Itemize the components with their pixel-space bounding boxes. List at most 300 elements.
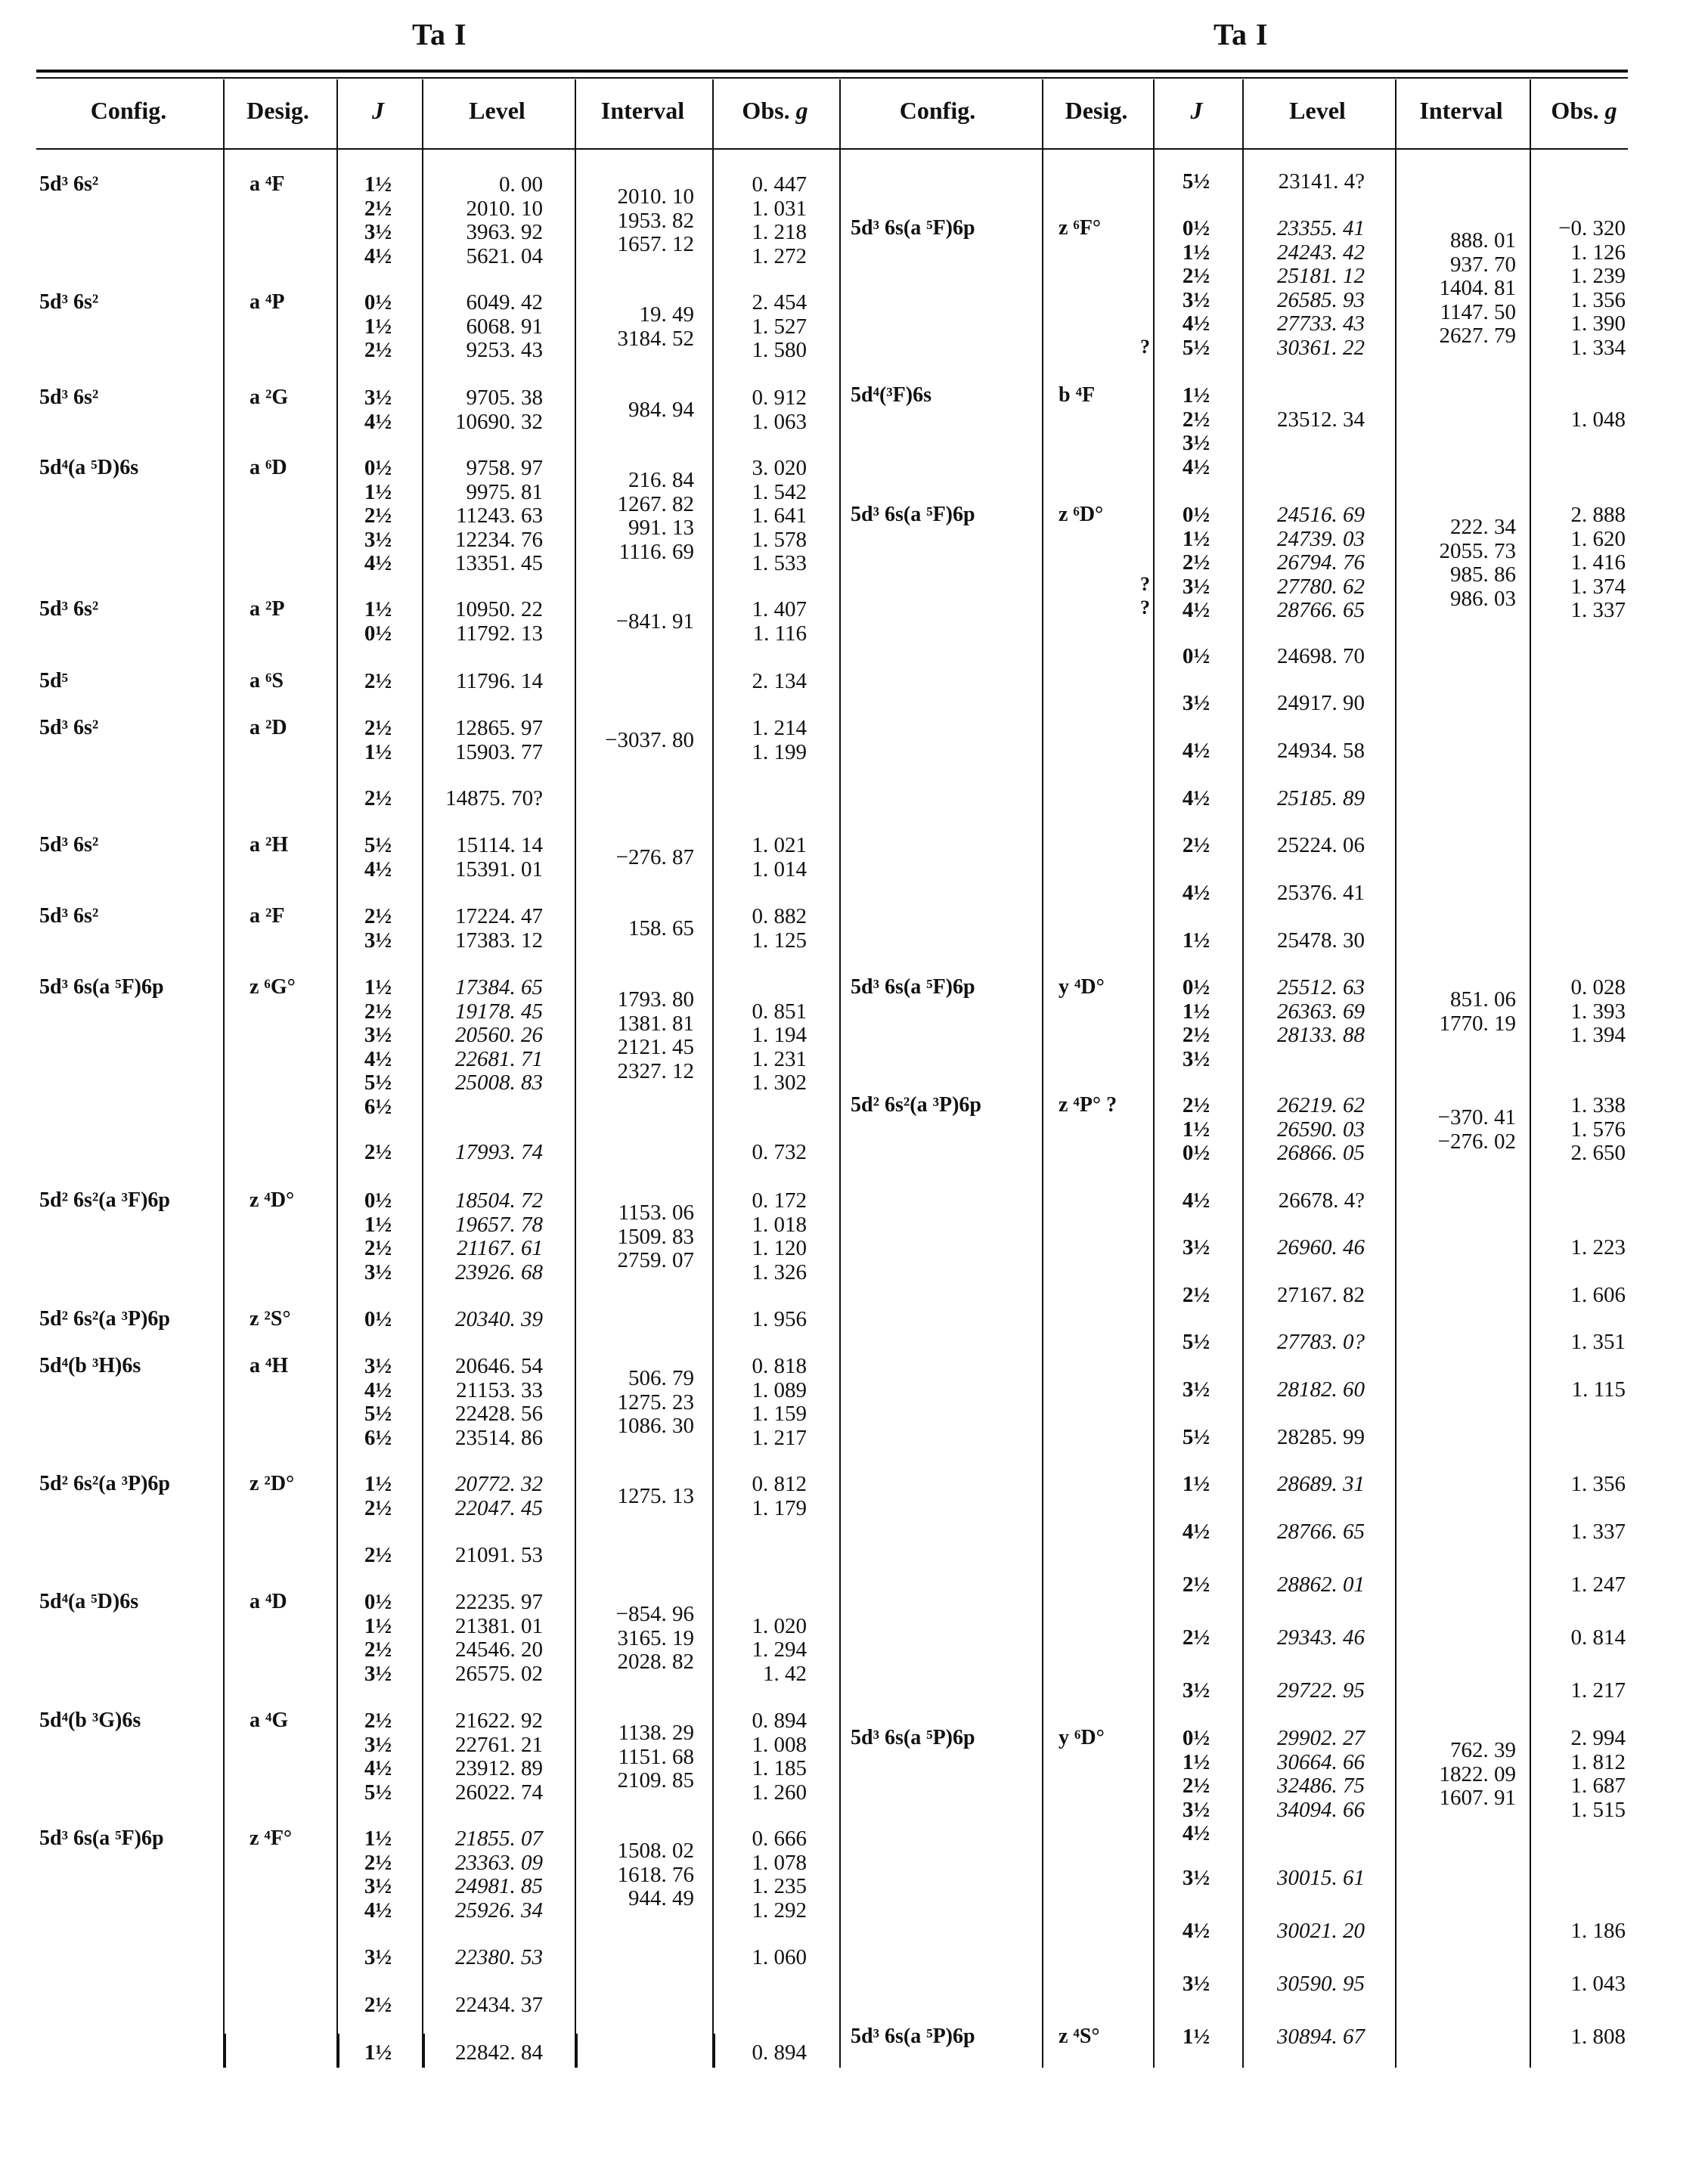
j-value: 2½ [364, 1709, 392, 1733]
right-table-title: Ta I [1214, 17, 1269, 51]
j-value: 1½ [1182, 383, 1210, 407]
interval-value: 1381. 81 [617, 1011, 694, 1036]
config-cell: 5d³ 6s² [39, 597, 99, 621]
obs-g-value: 1. 351 [1570, 1330, 1626, 1354]
level-value: 22842. 84 [455, 2040, 543, 2065]
j-value: 4½ [1182, 1520, 1210, 1544]
level-value: 24981. 85 [455, 1874, 543, 1898]
j-value: 0½ [364, 1307, 392, 1331]
obs-g-value: 0. 894 [752, 2040, 807, 2065]
obs-g-value: 1. 606 [1570, 1283, 1626, 1307]
level-value: 3963. 92 [466, 220, 543, 244]
config-cell: 5d³ 6s(a ⁵P)6p [851, 2025, 975, 2048]
j-value: 6½ [364, 1094, 392, 1119]
obs-g-value: 2. 888 [1570, 503, 1626, 527]
interval-value: −841. 91 [615, 609, 694, 634]
j-value: 2½ [364, 1543, 392, 1567]
obs-g-value: 1. 292 [752, 1898, 807, 1923]
level-value: 23926. 68 [455, 1260, 543, 1284]
obs-g-value: 1. 394 [1570, 1023, 1626, 1047]
interval-value: 1138. 29 [618, 1721, 694, 1745]
j-value: 1½ [364, 739, 392, 764]
interval-value: 851. 06 [1450, 987, 1516, 1012]
level-value: 6049. 42 [466, 290, 543, 314]
j-value: 0½ [1182, 644, 1210, 668]
obs-g-value: 1. 515 [1570, 1797, 1626, 1822]
config-cell: 5d³ 6s(a ⁵F)6p [851, 975, 975, 999]
interval-value: −276. 02 [1437, 1129, 1516, 1154]
level-value: 23141. 4? [1278, 169, 1365, 194]
obs-g-value: 1. 337 [1570, 1520, 1626, 1544]
level-value: 25185. 89 [1277, 786, 1365, 810]
level-value: 26866. 05 [1277, 1141, 1365, 1165]
column-divider [338, 2034, 339, 2068]
interval-value: 216. 84 [628, 468, 694, 492]
j-value: 1½ [1182, 240, 1210, 265]
j-value: 2½ [364, 338, 392, 362]
interval-value: −3037. 80 [605, 728, 694, 752]
obs-g-value: 1. 018 [752, 1212, 807, 1237]
j-value: 2½ [364, 1993, 392, 2017]
j-value: 2½ [1182, 550, 1210, 575]
designation-cell: a ²D [250, 716, 287, 739]
j-value: 0½ [364, 1188, 392, 1213]
level-value: 13351. 45 [455, 551, 543, 575]
level-value: 28689. 31 [1277, 1472, 1365, 1496]
config-cell: 5d⁴(b ³H)6s [39, 1354, 141, 1377]
obs-g-value: 1. 159 [752, 1402, 807, 1426]
obs-g-value: 0. 851 [752, 999, 807, 1024]
interval-value: 2055. 73 [1439, 538, 1516, 563]
level-value: 26585. 93 [1277, 287, 1365, 312]
designation-cell: z ⁶F° [1059, 216, 1102, 240]
interval-value: 2327. 12 [617, 1058, 694, 1083]
interval-value: 1116. 69 [618, 539, 694, 564]
j-value: 0½ [364, 290, 392, 314]
level-value: 17384. 65 [455, 975, 543, 999]
obs-g-value: 1. 185 [752, 1756, 807, 1780]
uncertain-mark: ? [1140, 336, 1150, 358]
obs-g-value: 1. 407 [752, 597, 807, 621]
column-divider [223, 79, 225, 2068]
level-value: 25376. 41 [1277, 881, 1365, 905]
level-value: 17224. 47 [455, 904, 543, 928]
designation-cell: z ⁴S° [1059, 2025, 1100, 2048]
interval-value: 1151. 68 [618, 1744, 694, 1769]
level-value: 22235. 97 [455, 1590, 543, 1614]
level-value: 10950. 22 [455, 597, 543, 621]
j-value: 2½ [364, 1850, 392, 1875]
j-value: 2½ [1182, 1283, 1210, 1307]
obs-g-value: 1. 390 [1570, 311, 1626, 336]
obs-g-value: 1. 179 [752, 1495, 807, 1520]
interval-value: 1618. 76 [617, 1862, 694, 1887]
obs-g-value: 1. 374 [1570, 574, 1626, 599]
j-value: 2½ [1182, 1774, 1210, 1798]
j-value: 4½ [364, 409, 392, 434]
obs-g-value: 2. 454 [752, 290, 807, 314]
obs-g-value: 1. 576 [1570, 1117, 1626, 1142]
interval-value: 2109. 85 [617, 1768, 694, 1792]
interval-value: 985. 86 [1450, 562, 1516, 587]
level-value: 26678. 4? [1278, 1188, 1365, 1213]
obs-g-value: 1. 231 [752, 1046, 807, 1071]
level-value: 14875. 70? [445, 786, 543, 810]
config-cell: 5d³ 6s(a ⁵F)6p [851, 503, 975, 526]
designation-cell: a ²H [250, 833, 289, 857]
level-value: 9705. 38 [466, 386, 543, 410]
j-value: 4½ [1182, 454, 1210, 479]
obs-g-value: 1. 812 [1570, 1749, 1626, 1774]
config-cell: 5d⁵ [39, 669, 68, 692]
interval-value: 1953. 82 [617, 208, 694, 233]
level-value: 24546. 20 [455, 1638, 543, 1662]
config-cell: 5d³ 6s² [39, 386, 99, 409]
obs-g-value: 1. 078 [752, 1850, 807, 1875]
j-value: 0½ [364, 621, 392, 646]
j-value: 3½ [1182, 1235, 1210, 1260]
interval-value: 986. 03 [1450, 586, 1516, 611]
j-value: 2½ [364, 904, 392, 928]
interval-value: 1153. 06 [618, 1201, 694, 1225]
level-value: 19178. 45 [455, 999, 543, 1024]
level-value: 30015. 61 [1277, 1866, 1365, 1890]
obs-g-value: 1. 247 [1570, 1572, 1626, 1597]
j-value: 4½ [364, 1756, 392, 1780]
level-value: 23355. 41 [1277, 216, 1365, 240]
designation-cell: z ⁴D° [250, 1188, 295, 1212]
j-value: 1½ [1182, 1472, 1210, 1496]
interval-value: 222. 34 [1450, 515, 1516, 539]
config-cell: 5d² 6s²(a ³F)6p [39, 1188, 170, 1212]
j-value: 3½ [364, 1260, 392, 1284]
level-value: 11796. 14 [456, 669, 543, 693]
j-value: 2½ [364, 716, 392, 740]
level-value: 32486. 75 [1277, 1774, 1365, 1798]
j-value: 3½ [1182, 574, 1210, 599]
config-cell: 5d³ 6s² [39, 172, 99, 196]
j-value: 1½ [364, 1472, 392, 1496]
left-header-config: Config. [90, 97, 167, 124]
interval-value: 1793. 80 [617, 987, 694, 1012]
j-value: 2½ [364, 1140, 392, 1164]
obs-g-value: 1. 416 [1570, 550, 1626, 575]
level-value: 0. 00 [499, 172, 543, 197]
obs-g-value: 1. 620 [1570, 526, 1626, 551]
level-value: 9975. 81 [466, 479, 543, 504]
obs-g-value: 1. 115 [1571, 1377, 1626, 1402]
level-value: 26363. 69 [1277, 999, 1365, 1024]
level-value: 25926. 34 [455, 1898, 543, 1923]
level-value: 2010. 10 [466, 196, 543, 221]
interval-value: −276. 87 [615, 845, 694, 869]
obs-g-value: −0. 320 [1558, 216, 1626, 240]
level-value: 20646. 54 [455, 1354, 543, 1378]
interval-value: 2759. 07 [617, 1248, 694, 1272]
level-value: 26219. 62 [1277, 1093, 1365, 1117]
j-value: 3½ [1182, 1678, 1210, 1703]
column-divider [1153, 79, 1155, 2068]
interval-value: 2010. 10 [617, 184, 694, 209]
obs-g-value: 1. 008 [752, 1732, 807, 1757]
j-value: 2½ [1182, 1572, 1210, 1597]
obs-g-value: 1. 393 [1570, 999, 1626, 1024]
level-value: 11792. 13 [456, 621, 543, 646]
j-value: 3½ [364, 527, 392, 552]
j-value: 1½ [364, 597, 392, 621]
obs-g-value: 1. 116 [752, 621, 807, 646]
interval-value: 1086. 30 [617, 1414, 694, 1438]
interval-value: 1508. 02 [617, 1839, 694, 1863]
designation-cell: a ⁴H [250, 1354, 289, 1377]
obs-g-value: 0. 172 [752, 1188, 807, 1213]
left-table-title: Ta I [412, 17, 467, 51]
j-value: 0½ [1182, 216, 1210, 240]
j-value: 5½ [364, 1071, 392, 1095]
j-value: 0½ [364, 1590, 392, 1614]
level-value: 26022. 74 [455, 1780, 543, 1805]
level-value: 30894. 67 [1277, 2025, 1365, 2049]
obs-g-value: 1. 218 [752, 220, 807, 244]
obs-g-value: 0. 814 [1570, 1625, 1626, 1650]
config-cell: 5d³ 6s(a ⁵F)6p [39, 1827, 164, 1850]
interval-value: 158. 65 [628, 916, 694, 940]
j-value: 2½ [1182, 407, 1210, 432]
obs-g-value: 1. 578 [752, 527, 807, 552]
level-value: 21622. 92 [455, 1709, 543, 1733]
level-value: 26590. 03 [1277, 1117, 1365, 1142]
obs-g-value: 1. 527 [752, 314, 807, 339]
obs-g-value: 1. 125 [752, 928, 807, 953]
obs-g-value: 1. 956 [752, 1307, 807, 1331]
level-value: 28766. 65 [1277, 1520, 1365, 1544]
level-value: 28133. 88 [1277, 1023, 1365, 1047]
j-value: 5½ [364, 1402, 392, 1426]
level-value: 27733. 43 [1277, 311, 1365, 336]
obs-g-value: 1. 089 [752, 1377, 807, 1402]
obs-g-value: 1. 194 [752, 1023, 807, 1047]
level-value: 21855. 07 [455, 1827, 543, 1851]
obs-g-value: 1. 337 [1570, 598, 1626, 622]
j-value: 3½ [364, 220, 392, 244]
obs-g-value: 1. 302 [752, 1071, 807, 1095]
level-value: 26794. 76 [1277, 550, 1365, 575]
header-rule [36, 148, 1628, 150]
designation-cell: z ²D° [250, 1472, 295, 1495]
obs-g-value: 1. 42 [763, 1661, 807, 1686]
j-value: 1½ [1182, 928, 1210, 953]
j-value: 3½ [364, 1732, 392, 1757]
level-value: 10690. 32 [455, 409, 543, 434]
obs-g-value: 1. 272 [752, 243, 807, 268]
interval-value: 1267. 82 [617, 491, 694, 516]
column-divider [839, 79, 841, 2068]
level-value: 6068. 91 [466, 314, 543, 339]
j-value: 1½ [364, 314, 392, 339]
obs-g-value: 1. 223 [1570, 1235, 1626, 1260]
level-value: 30361. 22 [1277, 335, 1365, 360]
j-value: 2½ [364, 1236, 392, 1260]
right-header-interval: Interval [1419, 97, 1503, 124]
level-value: 28285. 99 [1277, 1425, 1365, 1449]
interval-value: 1147. 50 [1440, 299, 1516, 324]
obs-g-value: 1. 641 [752, 503, 807, 528]
interval-value: 1509. 83 [617, 1224, 694, 1249]
designation-cell: y ⁶D° [1059, 1726, 1105, 1749]
interval-value: 888. 01 [1450, 228, 1516, 253]
interval-value: 1770. 19 [1439, 1011, 1516, 1036]
j-value: 0½ [1182, 1141, 1210, 1165]
level-value: 5621. 04 [466, 243, 543, 268]
config-cell: 5d³ 6s(a ⁵F)6p [851, 216, 975, 240]
level-value: 23363. 09 [455, 1850, 543, 1875]
config-cell: 5d⁴(b ³G)6s [39, 1709, 141, 1732]
level-value: 28862. 01 [1277, 1572, 1365, 1597]
j-value: 4½ [1182, 1188, 1210, 1213]
left-header-obsg: Obs. g [742, 97, 808, 124]
column-divider [1042, 79, 1043, 2068]
level-value: 30664. 66 [1277, 1749, 1365, 1774]
level-value: 26960. 46 [1277, 1235, 1365, 1260]
obs-g-value: 0. 894 [752, 1709, 807, 1733]
j-value: 3½ [1182, 1797, 1210, 1822]
config-cell: 5d² 6s²(a ³P)6p [39, 1307, 170, 1331]
config-cell: 5d³ 6s² [39, 833, 99, 857]
obs-g-value: 1. 063 [752, 409, 807, 434]
j-value: 4½ [1182, 881, 1210, 905]
obs-g-value: 1. 214 [752, 716, 807, 740]
designation-cell: z ⁴P° ? [1059, 1093, 1117, 1117]
level-value: 25478. 30 [1277, 928, 1365, 953]
config-cell: 5d² 6s²(a ³P)6p [39, 1472, 170, 1495]
level-value: 21167. 61 [457, 1236, 543, 1260]
obs-g-value: 1. 048 [1570, 407, 1626, 432]
level-value: 22047. 45 [455, 1495, 543, 1520]
interval-value: −370. 41 [1437, 1105, 1516, 1129]
obs-g-value: 1. 334 [1570, 335, 1626, 360]
level-value: 22428. 56 [455, 1402, 543, 1426]
level-value: 28182. 60 [1277, 1377, 1365, 1402]
j-value: 2½ [364, 999, 392, 1024]
obs-g-value: 2. 994 [1570, 1726, 1626, 1750]
obs-g-value: 1. 014 [752, 857, 807, 882]
j-value: 1½ [1182, 526, 1210, 551]
j-value: 1½ [1182, 1749, 1210, 1774]
j-value: 1½ [364, 479, 392, 504]
level-value: 17383. 12 [455, 928, 543, 953]
interval-value: 3165. 19 [617, 1625, 694, 1650]
obs-g-value: 0. 912 [752, 386, 807, 410]
designation-cell: b ⁴F [1059, 383, 1096, 407]
level-value: 23512. 34 [1277, 407, 1365, 432]
j-value: 1½ [364, 975, 392, 999]
j-value: 5½ [1182, 335, 1210, 360]
obs-g-value: 0. 882 [752, 904, 807, 928]
column-divider [224, 2037, 225, 2068]
j-value: 2½ [364, 1638, 392, 1662]
level-value: 30021. 20 [1277, 1919, 1365, 1943]
obs-g-value: 0. 812 [752, 1472, 807, 1496]
obs-g-value: 1. 060 [752, 1945, 807, 1969]
left-header-desig: Desig. [246, 97, 309, 124]
level-value: 15114. 14 [456, 833, 543, 857]
designation-cell: a ⁴D [250, 1590, 287, 1613]
obs-g-value: 1. 687 [1570, 1774, 1626, 1798]
level-value: 12865. 97 [455, 716, 543, 740]
j-value: 2½ [1182, 833, 1210, 857]
j-value: 3½ [364, 928, 392, 953]
j-value: 1½ [364, 172, 392, 197]
j-value: 4½ [1182, 311, 1210, 336]
config-cell: 5d³ 6s² [39, 290, 99, 314]
j-value: 4½ [364, 1898, 392, 1923]
designation-cell: a ²G [250, 386, 289, 409]
obs-g-value: 1. 580 [752, 338, 807, 362]
right-header-desig: Desig. [1065, 97, 1128, 124]
j-value: 4½ [1182, 786, 1210, 810]
level-value: 27167. 82 [1277, 1283, 1365, 1307]
j-value: 2½ [364, 196, 392, 221]
level-value: 25008. 83 [455, 1071, 543, 1095]
j-value: 1½ [1182, 2025, 1210, 2049]
level-value: 24243. 42 [1277, 240, 1365, 265]
j-value: 3½ [364, 386, 392, 410]
obs-g-value: 0. 732 [752, 1140, 807, 1164]
interval-value: 506. 79 [628, 1366, 694, 1390]
level-value: 20772. 32 [455, 1472, 543, 1496]
top-rule-thick [36, 70, 1628, 73]
j-value: 3½ [1182, 1972, 1210, 1996]
level-value: 26575. 02 [455, 1661, 543, 1686]
level-value: 15903. 77 [455, 739, 543, 764]
j-value: 1½ [364, 1613, 392, 1638]
level-value: 21381. 01 [455, 1613, 543, 1638]
obs-g-value: 1. 542 [752, 479, 807, 504]
j-value: 0½ [1182, 975, 1210, 999]
obs-g-value: 1. 043 [1570, 1972, 1626, 1996]
j-value: 4½ [364, 1377, 392, 1402]
j-value: 5½ [364, 833, 392, 857]
level-value: 24917. 90 [1277, 691, 1365, 715]
obs-g-value: 1. 356 [1570, 1472, 1626, 1496]
designation-cell: z ⁶D° [1059, 503, 1104, 526]
j-value: 4½ [364, 243, 392, 268]
designation-cell: a ⁶D [250, 456, 287, 479]
j-value: 0½ [1182, 503, 1210, 527]
j-value: 3½ [364, 1945, 392, 1969]
obs-g-value: 1. 239 [1570, 264, 1626, 288]
config-cell: 5d⁴(a ⁵D)6s [39, 456, 139, 479]
level-value: 30590. 95 [1277, 1972, 1365, 1996]
level-value: 12234. 76 [455, 527, 543, 552]
j-value: 4½ [364, 1046, 392, 1071]
level-value: 29343. 46 [1277, 1625, 1365, 1650]
right-header-config: Config. [899, 97, 976, 124]
level-value: 28766. 65 [1277, 598, 1365, 622]
j-value: 2½ [364, 669, 392, 693]
column-divider [336, 79, 338, 2068]
level-value: 11243. 63 [456, 503, 543, 528]
j-value: 2½ [364, 786, 392, 810]
obs-g-value: 1. 126 [1570, 240, 1626, 265]
level-value: 22434. 37 [455, 1993, 543, 2017]
obs-g-value: 1. 356 [1570, 287, 1626, 312]
config-cell: 5d⁴(³F)6s [851, 383, 932, 407]
level-value: 18504. 72 [455, 1188, 543, 1213]
interval-value: 1275. 13 [617, 1484, 694, 1508]
level-value: 24698. 70 [1277, 644, 1365, 668]
j-value: 5½ [1182, 169, 1210, 194]
